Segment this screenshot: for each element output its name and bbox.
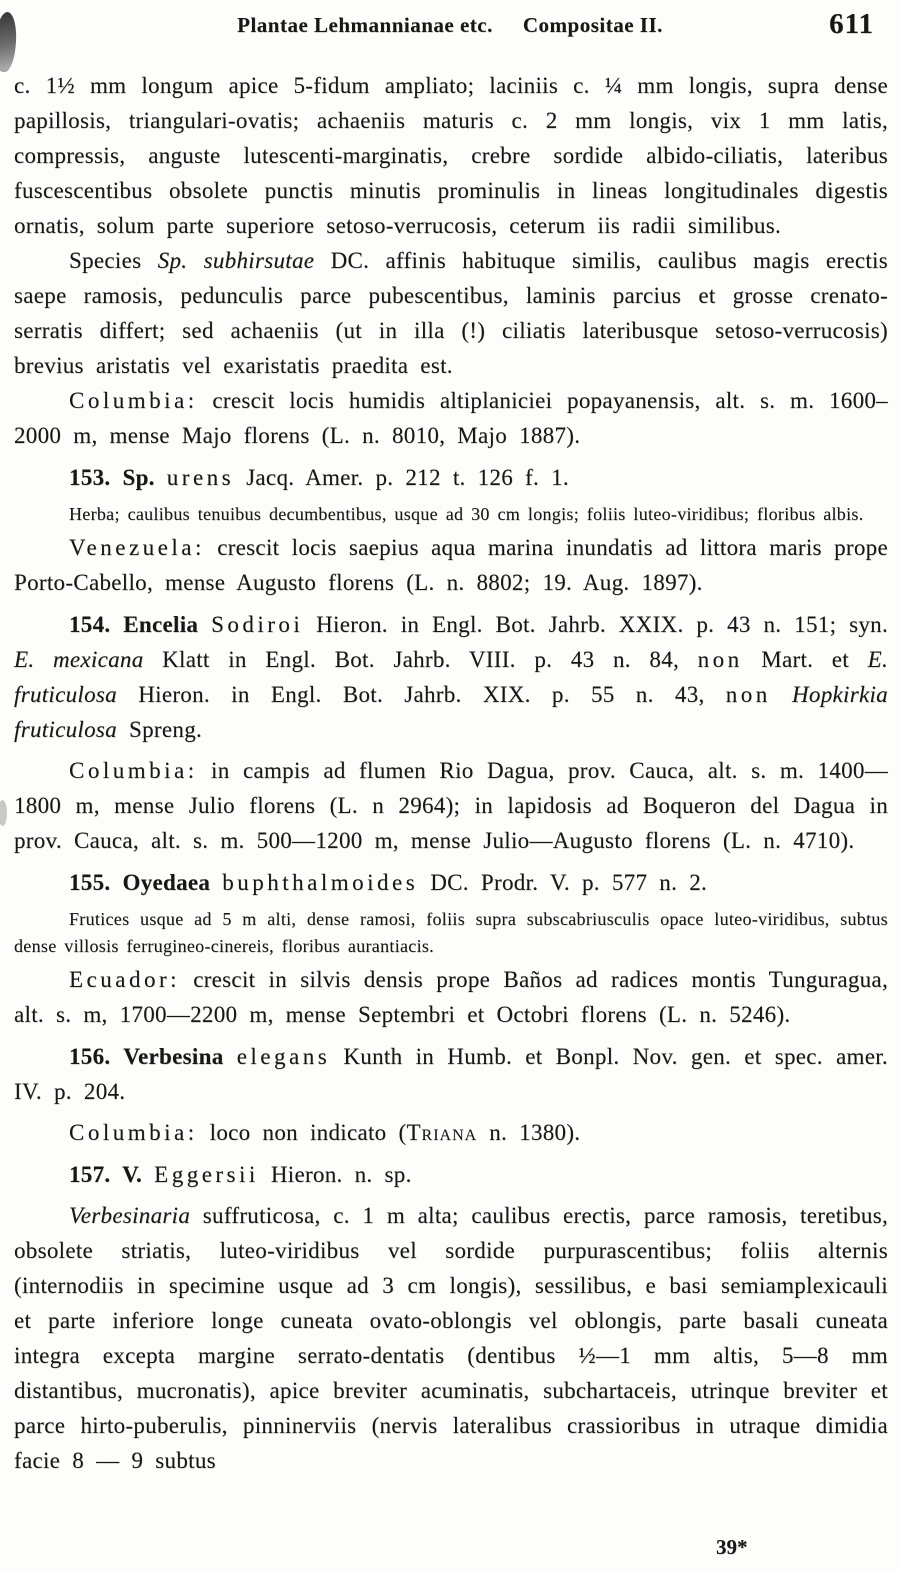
text-segment: Columbia: [69, 758, 198, 783]
paragraph [14, 460, 888, 495]
text-segment: E. mexicana [14, 647, 144, 672]
text-segment: Hieron. n. sp. [258, 1162, 412, 1187]
text-segment: Mart. et [742, 647, 868, 672]
text-segment: DC. affinis habituque similis, caulibus magis erectis saepe ramosis, pedunculis parce pubescentibus, laminis parcius et grosse crenato-serratis differt; sed achaeniis (ut in illa (!) ciliatis lateribusque setoso-verrucosis) brevius aristatis vel exaristatis praedita est. [14, 248, 888, 378]
text-segment: Venezuela: [69, 535, 205, 560]
page-header [0, 0, 900, 46]
paragraph [14, 962, 888, 1032]
text-segment: suffruticosa, c. 1 m alta; caulibus erectis, parce ramosis, teretibus, obsolete striatis, luteo-viridibus vel sordide purpurascentibus; foliis alternis (internodiis in specimine usque ad 3 cm longis), sessilibus, e basi semiamplexicauli et parte inferiore longe cuneata ovato-oblongis vel oblongis, parte basali cuneata integra excepta margine serrato-dentatis (dentibus ½—1 mm altis, 5—8 mm distantibus, mucronatis), apice breviter acuminatis, subchartaceis, utrinque breviter et parce hirto-puberulis, pinninerviis (nervis lateralibus crassioribus in utraque dimidia facie 8 — 9 subtus [14, 1203, 888, 1473]
text-segment: Columbia: [69, 1120, 198, 1145]
text-segment: buphthalmoides [222, 870, 419, 895]
text-segment: urens [166, 465, 235, 490]
paragraph [14, 753, 888, 858]
text-segment: Eggersii [154, 1162, 259, 1187]
paragraph [14, 68, 888, 243]
text-segment: 156. Verbesina [69, 1044, 237, 1069]
text-segment: Klatt in Engl. Bot. Jahrb. VIII. p. 43 n. 84, [143, 647, 698, 672]
paragraph [14, 243, 888, 383]
paragraph [14, 1115, 888, 1150]
text-segment: E. fruticulosa [14, 647, 889, 707]
text-segment: Frutices usque ad 5 m alti, dense ramosi, foliis supra subscabriusculis opace luteo-viridibus, subtus dense villosis ferrugineo-cinereis, floribus aurantiacis. [14, 909, 888, 956]
section-title: Compositae II. [522, 13, 663, 37]
paragraph [14, 530, 888, 600]
paragraph [14, 865, 888, 900]
text-segment: c. 1½ mm longum apice 5-fidum ampliato; laciniis c. ¼ mm longis, supra dense papillosis, triangulari-ovatis; achaeniis maturis c. 2 mm longis, vix 1 mm latis, compressis, anguste lutescenti-marginatis, crebre sordide albido-ciliatis, lateribus fuscescentibus obsolete punctis minutis prominulis in lineas longitudinales digestis ornatis, solum parte superiore setoso-verrucosis, ceterum iis radii similibus. [14, 73, 888, 238]
text-segment: crescit in silvis densis prope Baños ad radices montis Tunguragua, alt. s. m, 1700—2200 m, mense Septembri et Octobri florens (L. n. 5246). [14, 967, 888, 1027]
text-segment: Verbesinaria [69, 1203, 191, 1228]
text-segment: elegans [236, 1044, 331, 1069]
text-segment: 153. Sp. [69, 465, 167, 490]
text-segment: Hopkirkia fruticulosa [14, 682, 888, 742]
paragraph [14, 906, 888, 960]
text-segment [771, 682, 792, 707]
text-segment: Sodiroi [211, 612, 304, 637]
text-segment: Hieron. in Engl. Bot. Jahrb. XIX. p. 55 n. 43, [116, 682, 726, 707]
text-segment: crescit locis saepius aqua marina inundatis ad littora maris prope Porto-Cabello, mense Augusto florens (L. n. 8802; 19. Aug. 1897). [14, 535, 888, 595]
text-segment: Species [69, 248, 158, 273]
text-segment: Kunth in Humb. et Bonpl. Nov. gen. et spec. amer. IV. p. 204. [14, 1044, 888, 1104]
text-segment: Columbia: [69, 388, 198, 413]
text-segment: crescit locis humidis altiplaniciei popayanensis, alt. s. m. 1600– 2000 m, mense Majo florens (L. n. 8010, Majo 1887). [14, 388, 888, 448]
text-segment: Ecuador: [69, 967, 181, 992]
paragraph [14, 1039, 888, 1109]
text-segment: loco non indicato ( [197, 1120, 407, 1145]
running-title: Plantae Lehmannianae etc. [237, 13, 493, 37]
text-segment: in campis ad flumen Rio Dagua, prov. Cauca, alt. s. m. 1400—1800 m, mense Julio florens (L. n 2964); in lapidosis ad Boqueron del Dagua in prov. Cauca, alt. s. m. 500—1200 m, mense Julio—Augusto florens (L. n. 4710). [14, 758, 888, 853]
paragraph [14, 501, 888, 528]
text-segment: Herba; caulibus tenuibus decumbentibus, usque ad 30 cm longis; foliis luteo-viridibus; floribus albis. [69, 504, 864, 524]
text-segment: 154. Encelia [69, 612, 212, 637]
text-segment: non [697, 647, 743, 672]
paragraph [14, 607, 888, 747]
text-segment: Spreng. [116, 717, 203, 742]
text-segment: 155. Oyedaea [69, 870, 223, 895]
text-segment: Hieron. in Engl. Bot. Jahrb. XXIX. p. 43 n. 151; syn. [303, 612, 888, 637]
text-segment: non [725, 682, 771, 707]
text-segment: 157. V. [69, 1162, 155, 1187]
paragraph [14, 383, 888, 453]
paragraph [14, 1198, 888, 1478]
page-number: 611 [829, 8, 874, 40]
document-body [0, 46, 900, 1478]
text-segment: Triana [406, 1120, 478, 1145]
signature-mark: 39* [716, 1535, 748, 1559]
text-segment: Sp. subhirsutae [157, 248, 315, 273]
text-segment: Jacq. Amer. p. 212 t. 126 f. 1. [234, 465, 569, 490]
text-segment: n. 1380). [477, 1120, 581, 1145]
paragraph [14, 1157, 888, 1192]
text-segment: DC. Prodr. V. p. 577 n. 2. [418, 870, 708, 895]
